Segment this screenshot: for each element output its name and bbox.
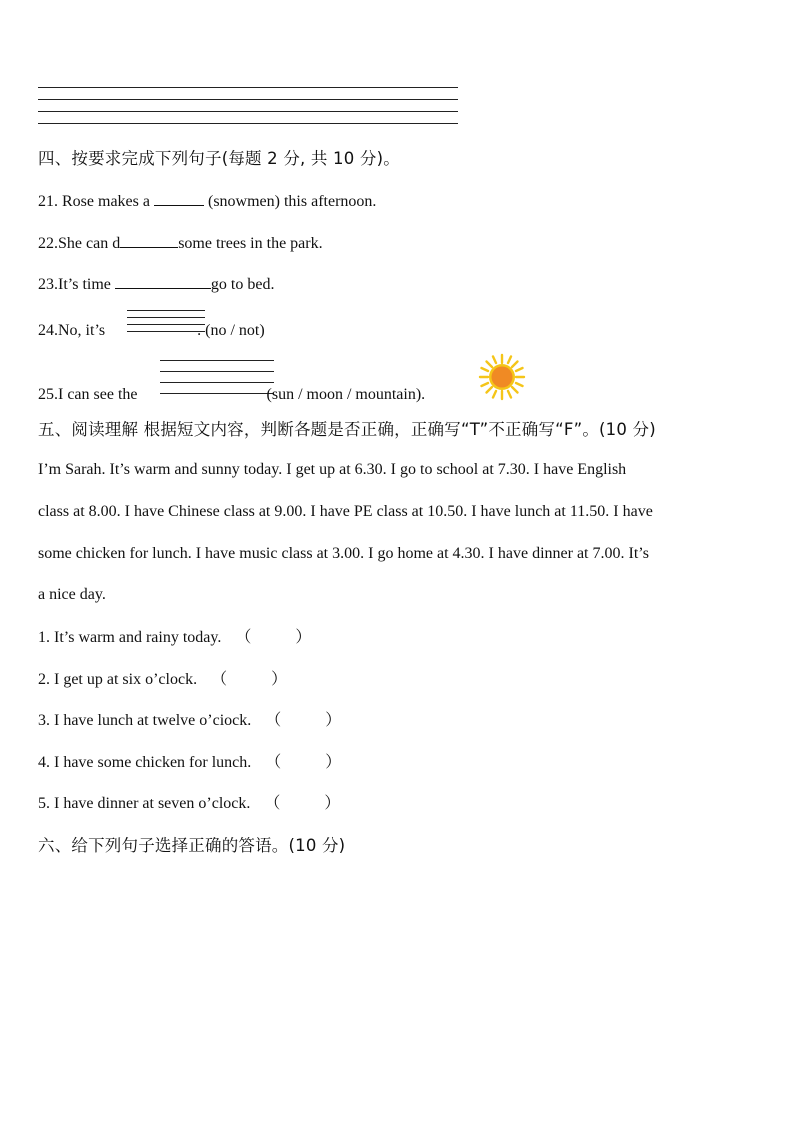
paren-open: （: [265, 754, 282, 771]
writing-line: [160, 382, 274, 383]
question-25: [38, 385, 425, 405]
paren-close: ）: [324, 795, 341, 812]
question-text: 3. I have lunch at twelve o’ciock.: [38, 712, 252, 729]
passage-line: class at 8.00. I have Chinese class at 9.00. I have PE class at 10.50. I have lunch at 11.50. I have: [38, 503, 653, 520]
question-text: She can d: [58, 235, 121, 252]
paren-open: （: [211, 671, 228, 688]
writing-line: [38, 87, 458, 88]
judge-question-2: [38, 670, 287, 690]
question-text: . (no / not): [197, 322, 265, 339]
writing-line: [38, 123, 458, 124]
section5-heading: 五、阅读理解 根据短文内容，判断各题是否正确，正确写“T”不正确写“F”。(10 分): [38, 420, 656, 439]
question-text: (snowmen) this afternoon.: [203, 193, 377, 210]
passage-line: some chicken for lunch. I have music class at 3.00. I go home at 4.30. I have dinner at 7.00. It’s: [38, 545, 649, 562]
question-text: I can see the: [58, 386, 142, 403]
paren-close: ）: [325, 712, 342, 729]
writing-line: [38, 111, 458, 112]
question-number: 24.: [38, 322, 58, 339]
writing-line: [127, 317, 205, 318]
question-number: 25.: [38, 386, 58, 403]
question-text: No, it’s: [58, 322, 110, 339]
question-21: [38, 191, 376, 212]
question-24: [38, 321, 265, 341]
question-number: 23.: [38, 276, 58, 293]
paren-open: （: [235, 629, 252, 646]
paren-open: （: [265, 712, 282, 729]
judge-question-4: [38, 753, 341, 773]
question-number: 21.: [38, 193, 58, 210]
answer-blank[interactable]: [115, 274, 211, 289]
paren-close: ）: [271, 671, 288, 688]
passage-line: a nice day.: [38, 586, 106, 603]
question-text: (sun / moon / mountain).: [262, 386, 426, 403]
question-text: 2. I get up at six o’clock.: [38, 671, 198, 688]
question-22: [38, 233, 323, 254]
writing-line: [160, 360, 274, 361]
question-text: go to bed.: [210, 276, 275, 293]
judge-question-5: [38, 794, 340, 814]
paren-open: （: [264, 795, 281, 812]
section6-heading: 六、给下列句子选择正确的答语。(10 分): [38, 836, 346, 855]
question-text: It’s time: [58, 276, 115, 293]
question-text: 5. I have dinner at seven o’clock.: [38, 795, 251, 812]
passage-line: I’m Sarah. It’s warm and sunny today. I get up at 6.30. I go to school at 7.30. I have English: [38, 461, 627, 478]
paren-close: ）: [295, 629, 312, 646]
writing-line: [160, 371, 274, 372]
paren-close: ）: [325, 754, 342, 771]
answer-blank[interactable]: [154, 191, 204, 206]
question-text: Rose makes a: [58, 193, 154, 210]
writing-line: [38, 99, 458, 100]
answer-blank[interactable]: [120, 233, 178, 248]
question-text: some trees in the park.: [178, 235, 323, 252]
question-text: 1. It’s warm and rainy today.: [38, 629, 222, 646]
question-number: 22.: [38, 235, 58, 252]
question-23: [38, 274, 274, 295]
judge-question-3: [38, 711, 341, 731]
writing-line: [127, 310, 205, 311]
judge-question-1: [38, 628, 311, 648]
question-text: 4. I have some chicken for lunch.: [38, 754, 252, 771]
section4-heading: 四、按要求完成下列句子(每题 2 分, 共 10 分)。: [38, 149, 400, 168]
sun-icon: [478, 353, 526, 401]
